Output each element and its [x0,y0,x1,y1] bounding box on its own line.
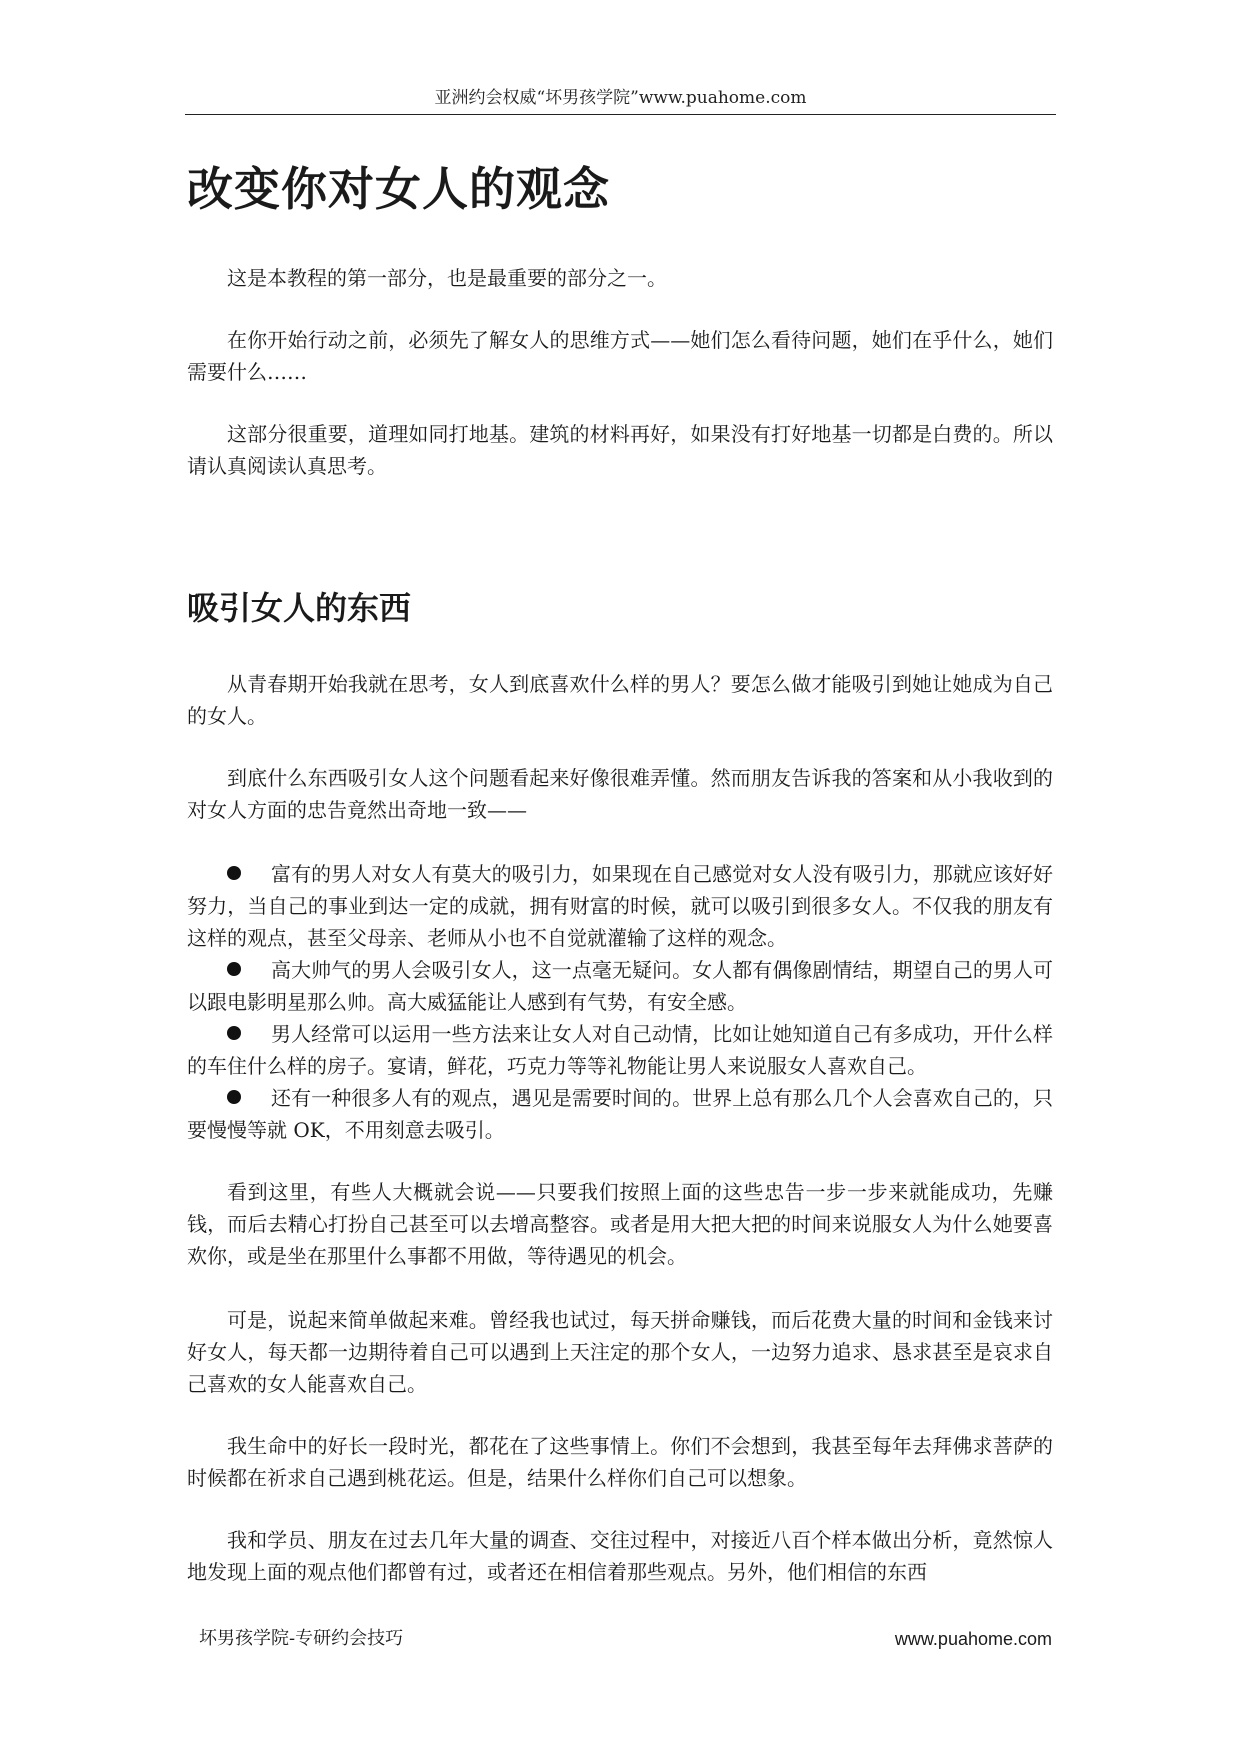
paragraph: 这部分很重要，道理如同打地基。建筑的材料再好，如果没有打好地基一切都是白费的。所以请认真阅读认真思考。 [187,422,1053,478]
list-item [187,1082,1053,1146]
footer-left-text: 坏男孩学院-专研约会技巧 [199,1628,404,1649]
section-paragraph-2 [187,762,1053,826]
list-item-text: 高大帅气的男人会吸引女人，这一点毫无疑问。女人都有偶像剧情结，期望自己的男人可以跟电影明星那么帅。高大威猛能让人感到有气势，有安全感。 [187,958,1053,1014]
list-item [187,1018,1053,1082]
page-title: 改变你对女人的观念 [187,162,610,216]
paragraph: 看到这里，有些人大概就会说——只要我们按照上面的这些忠告一步一步来就能成功，先赚钱，而后去精心打扮自己甚至可以去增高整容。或者是用大把大把的时间来说服女人为什么她要喜欢你，或是坐在那里什么事都不用做，等待遇见的机会。 [187,1180,1053,1268]
paragraph: 可是，说起来简单做起来难。曾经我也试过，每天拼命赚钱，而后花费大量的时间和金钱来讨好女人，每天都一边期待着自己可以遇到上天注定的那个女人，一边努力追求、恳求甚至是哀求自己喜欢的女人能喜欢自己。 [187,1308,1053,1396]
paragraph: 这是本教程的第一部分，也是最重要的部分之一。 [227,266,667,290]
list-item [187,858,1053,954]
bullet-icon [227,962,241,976]
bullet-icon [227,1026,241,1040]
bullet-list [187,858,1053,1146]
paragraph: 在你开始行动之前，必须先了解女人的思维方式——她们怎么看待问题，她们在乎什么，她们需要什么…… [187,328,1053,384]
section-paragraph-1 [187,668,1053,732]
section-title: 吸引女人的东西 [187,589,412,627]
paragraph: 从青春期开始我就在思考，女人到底喜欢什么样的男人？要怎么做才能吸引到她让她成为自己的女人。 [187,672,1053,728]
footer-website: www.puahome.com [894,1629,1052,1649]
bullet-icon [227,1090,241,1104]
bullet-icon [227,866,241,880]
section-paragraph-3 [187,1176,1053,1272]
page-header: 亚洲约会权威“坏男孩学院”www.puahome.com [434,88,807,108]
intro-paragraph-2 [187,324,1053,388]
list-item-text: 富有的男人对女人有莫大的吸引力，如果现在自己感觉对女人没有吸引力，那就应该好好努力，当自己的事业到达一定的成就，拥有财富的时候，就可以吸引到很多女人。不仅我的朋友有这样的观点，甚至父母亲、老师从小也不自觉就灌输了这样的观念。 [187,862,1053,950]
section-paragraph-6 [187,1524,1053,1588]
intro-paragraph-3 [187,418,1053,482]
intro-paragraph-1 [187,262,1053,294]
list-item-text: 男人经常可以运用一些方法来让女人对自己动情，比如让她知道自己有多成功，开什么样的车住什么样的房子。宴请，鲜花，巧克力等等礼物能让男人来说服女人喜欢自己。 [187,1022,1053,1078]
paragraph: 我生命中的好长一段时光，都花在了这些事情上。你们不会想到，我甚至每年去拜佛求菩萨的时候都在祈求自己遇到桃花运。但是，结果什么样你们自己可以想象。 [187,1434,1053,1490]
list-item [187,954,1053,1018]
header-divider [185,114,1056,115]
list-item-text: 还有一种很多人有的观点，遇见是需要时间的。世界上总有那么几个人会喜欢自己的，只要慢慢等就 OK，不用刻意去吸引。 [187,1086,1053,1142]
section-paragraph-5 [187,1430,1053,1494]
section-paragraph-4 [187,1304,1053,1400]
paragraph: 我和学员、朋友在过去几年大量的调查、交往过程中，对接近八百个样本做出分析，竟然惊人地发现上面的观点他们都曾有过，或者还在相信着那些观点。另外，他们相信的东西 [187,1528,1053,1584]
paragraph: 到底什么东西吸引女人这个问题看起来好像很难弄懂。然而朋友告诉我的答案和从小我收到的对女人方面的忠告竟然出奇地一致—— [187,766,1053,822]
